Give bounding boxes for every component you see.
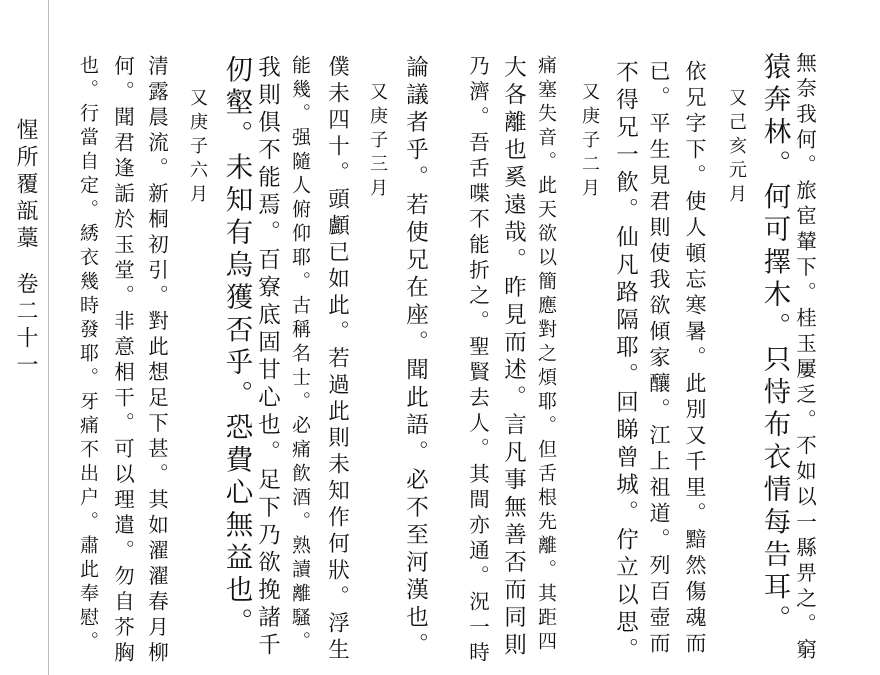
text-column: 乃濟。吾舌喋不能折之。聖賢去人。其間亦通。況一時 bbox=[465, 55, 490, 667]
text-column: 僕未四十。頭顱已如此。若過此則未知作何狀。浮生 bbox=[324, 55, 350, 665]
folio-title: 惺所覆瓿藁 bbox=[13, 118, 38, 253]
text-column: 何。聞君逢詬於玉堂。非意相干。可以理遣。勿自芥胸 bbox=[110, 55, 135, 667]
text-column: 也。行當自定。綉衣幾時發耶。牙痛不出户。肅此奉慰。 bbox=[77, 55, 99, 655]
text-column: 能幾。强隨人俯仰耶。古稱名士。必痛飮酒。熟讀離騷。 bbox=[289, 55, 311, 655]
date-heading: 又庚子六月 bbox=[187, 88, 208, 208]
text-column: 無奈我何。旅宦輦下。桂玉屢乏。不如以一縣畀之。窮 bbox=[792, 52, 817, 664]
text-column: 痛塞失音。此天欲以簡應對之煩耶。但舌根先離。其距四 bbox=[535, 55, 557, 655]
text-column: 仞壑。未知有烏獲否乎。恐費心無益也。 bbox=[220, 55, 253, 640]
gutter-divider bbox=[48, 0, 49, 675]
text-column: 猿奔林。何可擇木。只恃布衣情每告耳。 bbox=[758, 52, 791, 637]
text-column: 已。平生見君則使我欲傾家釀。江上祖道。列百壺而 bbox=[647, 60, 671, 658]
text-column: 論議者乎。若使兄在座。聞此語。必不至河漢也。 bbox=[402, 55, 429, 660]
text-column: 依兄字下。使人頓忘寒暑。此別又千里。黯然傷魂而 bbox=[683, 60, 707, 658]
date-heading: 又己亥元月 bbox=[726, 88, 747, 208]
date-heading: 又庚子三月 bbox=[367, 82, 388, 202]
text-column: 我則俱不能焉。百寮底固甘心也。足下乃欲挽諸千 bbox=[254, 55, 281, 660]
folio-volume: 卷二十一 bbox=[13, 272, 38, 380]
text-column: 不得兄一飮。仙凡路隔耶。回睇曾城。佇立以思。 bbox=[612, 60, 639, 665]
date-heading: 又庚子二月 bbox=[579, 82, 600, 202]
text-column: 清露晨流。新桐初引。對此想足下甚。其如濯濯春月柳 bbox=[144, 55, 169, 667]
text-column: 大各離也奚遠哉。昨見而述。言凡事無善否而同則 bbox=[500, 55, 527, 660]
